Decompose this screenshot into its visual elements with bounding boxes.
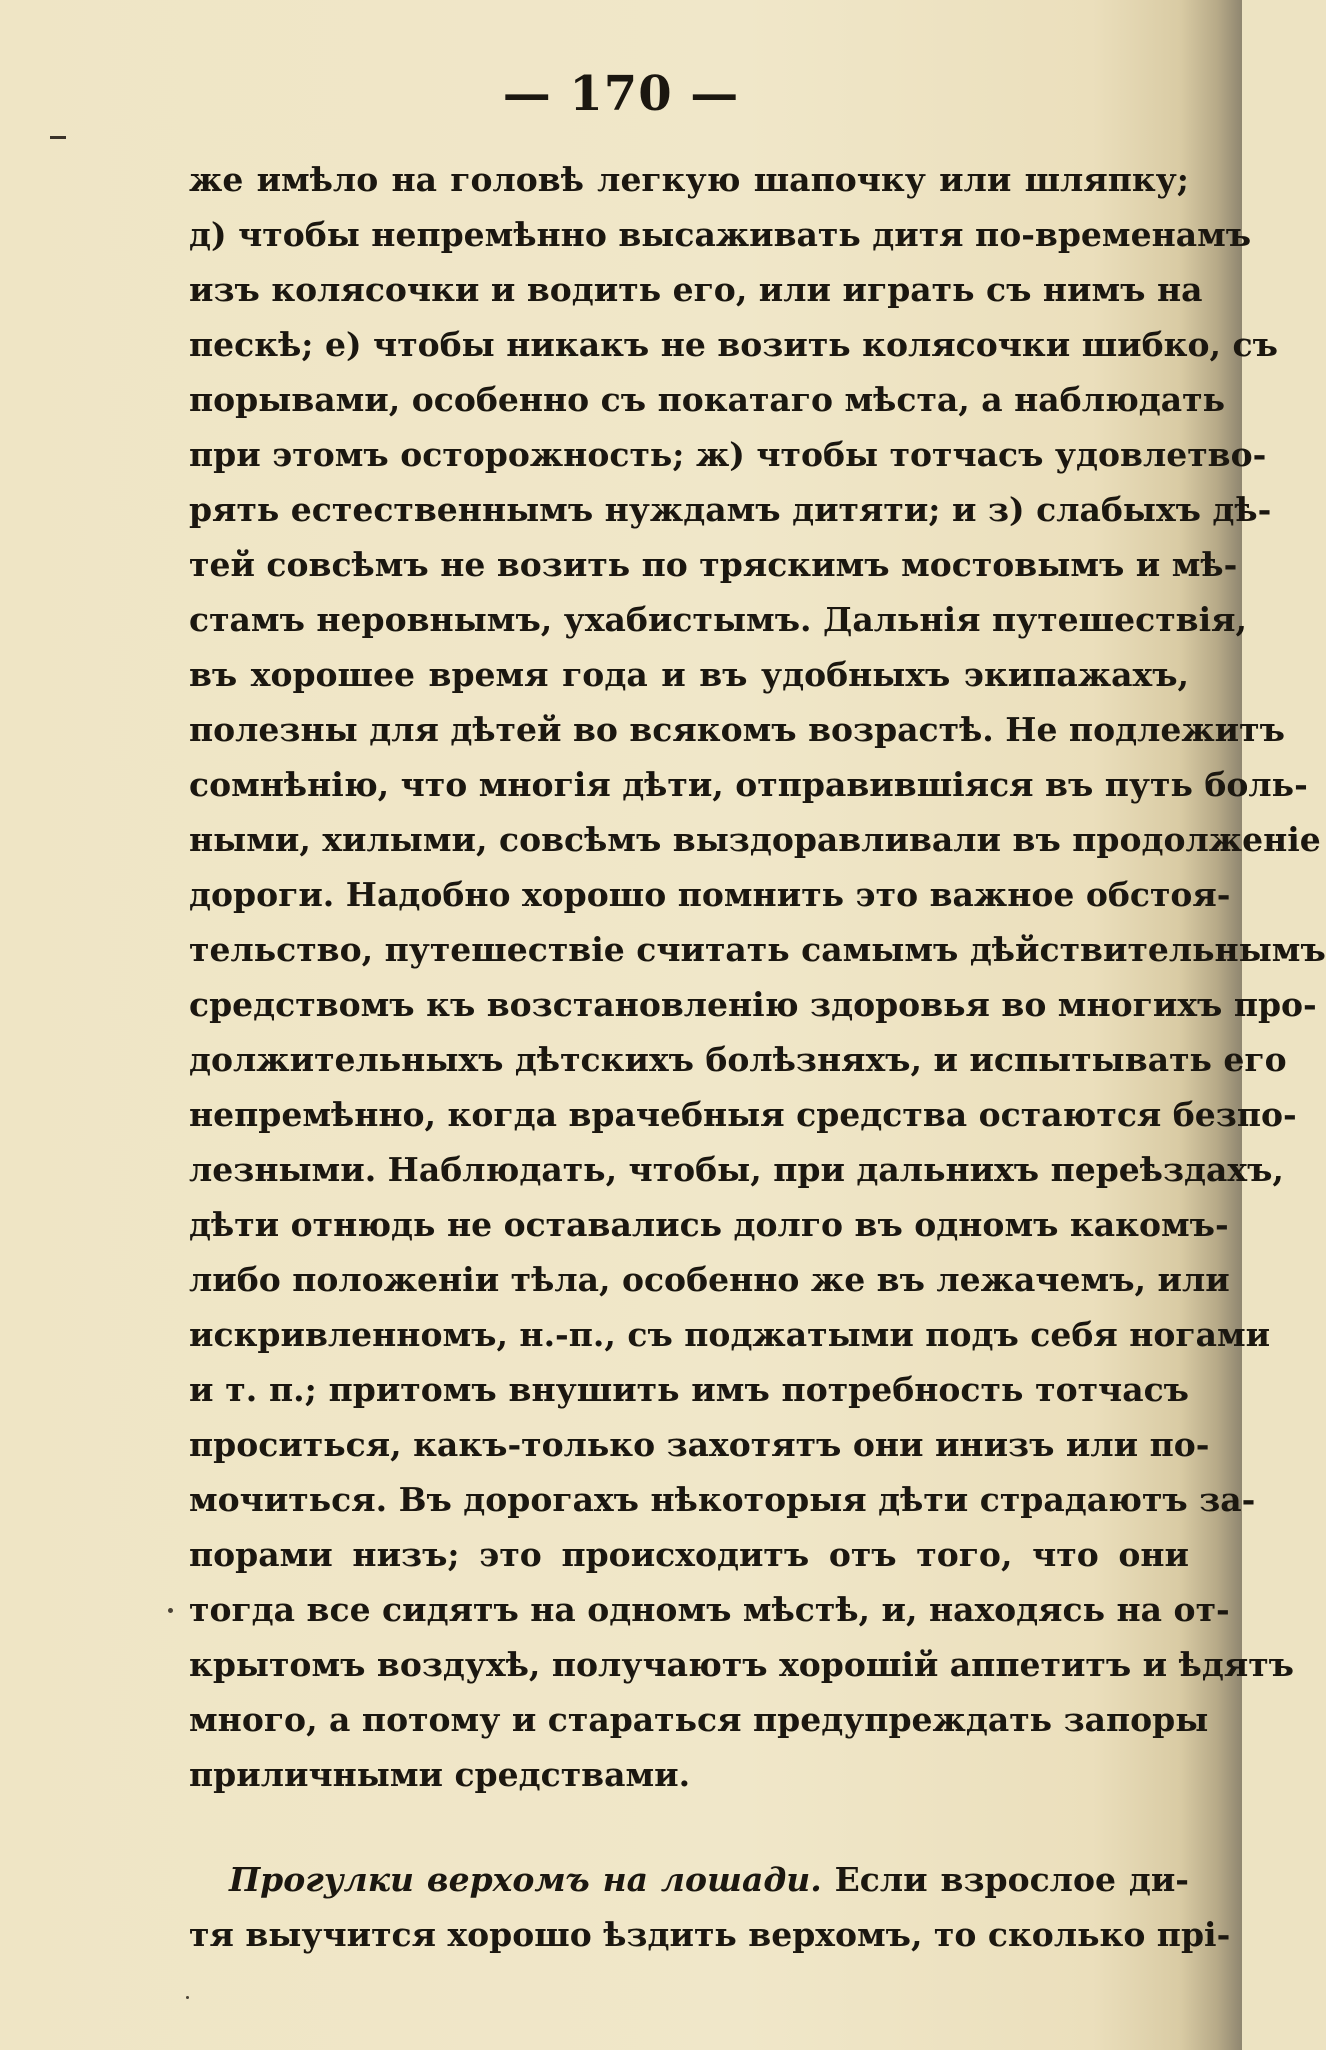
text-line: порывами, особенно съ покатаго мѣста, а наблюдать (189, 380, 1226, 419)
speck (168, 1608, 173, 1613)
text-line: приличными средствами. (189, 1755, 691, 1794)
text-line: въ хорошее время года и въ удобныхъ экипажахъ, (189, 655, 1189, 694)
text-line: пескѣ; е) чтобы никакъ не возить колясочки шибко, съ (189, 325, 1278, 364)
text-fragment: Если взрослое ди- (834, 1860, 1189, 1899)
text-line: тельство, путешествіе считать самымъ дѣйствительнымъ (189, 930, 1326, 969)
text-line: рять естественнымъ нуждамъ дитяти; и з) слабыхъ дѣ- (189, 490, 1272, 529)
text-line: тогда все сидятъ на одномъ мѣстѣ, и, находясь на от- (189, 1590, 1230, 1629)
margin-mark (50, 136, 66, 139)
text-line: стамъ неровнымъ, ухабистымъ. Дальнія путешествія, (189, 600, 1247, 639)
text-line: же имѣло на головѣ легкую шапочку или шляпку; (189, 160, 1189, 199)
text-line: д) чтобы непремѣнно высаживать дитя по-временамъ (189, 215, 1252, 254)
text-line: либо положеніи тѣла, особенно же въ лежачемъ, или (189, 1260, 1230, 1299)
text-line: искривленномъ, н.-п., съ поджатыми подъ себя ногами (189, 1315, 1271, 1354)
text-line: тя выучится хорошо ѣздить верхомъ, то сколько прі- (189, 1915, 1231, 1954)
page-number: — 170 — (502, 66, 740, 122)
text-line: должительныхъ дѣтскихъ болѣзняхъ, и испытывать его (189, 1040, 1287, 1079)
text-line: непремѣнно, когда врачебныя средства остаются безпо- (189, 1095, 1297, 1134)
text-line: ными, хилыми, совсѣмъ выздоравливали въ продолженіе (189, 820, 1321, 859)
text-line: при этомъ осторожность; ж) чтобы тотчасъ удовлетво- (189, 435, 1267, 474)
section-heading: Прогулки верхомъ на лошади. (229, 1860, 822, 1899)
text-line: средствомъ къ возстановленію здоровья во многихъ про- (189, 985, 1317, 1024)
text-line: сомнѣнію, что многія дѣти, отправившіяся въ путь боль- (189, 765, 1308, 804)
text-line: и т. п.; притомъ внушить имъ потребность тотчасъ (189, 1370, 1189, 1409)
text-line: тей совсѣмъ не возить по тряскимъ мостовымъ и мѣ- (189, 545, 1238, 584)
text-line: дороги. Надобно хорошо помнить это важное обстоя- (189, 875, 1231, 914)
paragraph-gap (189, 1802, 1189, 1852)
text-line: лезными. Наблюдать, чтобы, при дальнихъ переѣздахъ, (189, 1150, 1284, 1189)
text-line: крытомъ воздухѣ, получаютъ хорошій аппетитъ и ѣдятъ (189, 1645, 1294, 1684)
text-line: проситься, какъ-только захотятъ они инизъ или по- (189, 1425, 1210, 1464)
text-line: порами низъ; это происходитъ отъ того, что они (189, 1535, 1189, 1574)
text-line: изъ колясочки и водить его, или играть съ нимъ на (189, 270, 1203, 309)
body-text (189, 152, 1326, 1962)
text-line: много, а потому и стараться предупреждать запоры (189, 1700, 1209, 1739)
text-line: дѣти отнюдь не оставались долго въ одномъ какомъ- (189, 1205, 1229, 1244)
paragraph-2 (189, 1852, 1231, 1962)
paragraph-1 (189, 152, 1326, 1802)
text-line: мочиться. Въ дорогахъ нѣкоторыя дѣти страдаютъ за- (189, 1480, 1256, 1519)
text-line: полезны для дѣтей во всякомъ возрастѣ. Не подлежитъ (189, 710, 1285, 749)
text-line (189, 1852, 1189, 1907)
speck (186, 1996, 189, 1999)
